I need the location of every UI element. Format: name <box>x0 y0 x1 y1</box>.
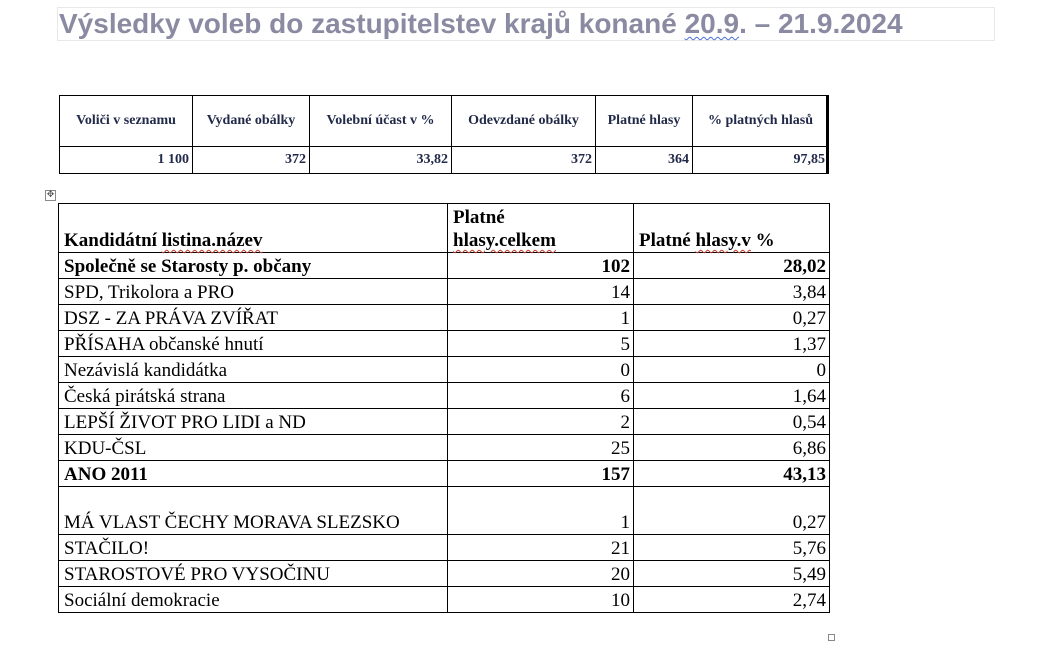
results-row <box>59 357 830 383</box>
summary-header-row <box>60 96 829 147</box>
summary-value-row <box>60 147 829 174</box>
header-spellcheck-flag[interactable]: hlasy.celkem <box>453 230 556 251</box>
header-spellcheck-flag[interactable]: hlasy.v <box>695 230 751 251</box>
summary-value-cell[interactable]: 97,85 <box>693 147 829 174</box>
results-row <box>59 253 830 279</box>
results-row <box>59 487 830 535</box>
votes-cell[interactable]: 0 <box>448 357 634 383</box>
percent-cell[interactable]: 0,27 <box>634 487 830 535</box>
header-text: Kandidátní <box>64 230 162 251</box>
header-text: Platné <box>453 207 505 228</box>
summary-header-cell[interactable]: Vydané obálky <box>193 96 310 147</box>
votes-cell[interactable]: 14 <box>448 279 634 305</box>
summary-value-cell[interactable]: 372 <box>193 147 310 174</box>
percent-cell[interactable]: 0,27 <box>634 305 830 331</box>
party-name-cell[interactable]: DSZ - ZA PRÁVA ZVÍŘAT <box>59 305 448 331</box>
party-name-cell[interactable]: Nezávislá kandidátka <box>59 357 448 383</box>
votes-cell[interactable]: 2 <box>448 409 634 435</box>
results-row <box>59 383 830 409</box>
summary-header-cell[interactable]: Odevzdané obálky <box>452 96 596 147</box>
summary-value-cell[interactable]: 372 <box>452 147 596 174</box>
summary-header-cell[interactable]: Platné hlasy <box>596 96 693 147</box>
summary-header-cell[interactable]: Volební účast v % <box>310 96 452 147</box>
header-votes-percent[interactable] <box>634 204 830 253</box>
votes-cell[interactable]: 102 <box>448 253 634 279</box>
summary-table[interactable] <box>59 95 829 174</box>
party-name-cell[interactable]: Společně se Starosty p. občany <box>59 253 448 279</box>
title-text-end: . – 21.9.2024 <box>739 8 903 39</box>
percent-cell[interactable]: 6,86 <box>634 435 830 461</box>
percent-cell[interactable]: 1,37 <box>634 331 830 357</box>
results-row <box>59 331 830 357</box>
party-name-cell[interactable]: ANO 2011 <box>59 461 448 487</box>
party-name-cell[interactable]: Sociální demokracie <box>59 587 448 613</box>
votes-cell[interactable]: 6 <box>448 383 634 409</box>
text-cursor <box>829 551 830 567</box>
header-votes-total[interactable] <box>448 204 634 253</box>
results-header-row <box>59 204 830 253</box>
party-name-cell[interactable]: PŘÍSAHA občanské hnutí <box>59 331 448 357</box>
summary-value-cell[interactable]: 1 100 <box>60 147 193 174</box>
results-table[interactable] <box>58 203 830 613</box>
party-name-cell[interactable]: Česká pirátská strana <box>59 383 448 409</box>
title-spellcheck-flag[interactable]: 20.9 <box>684 8 740 39</box>
summary-value-cell[interactable]: 364 <box>596 147 693 174</box>
percent-cell[interactable]: 0 <box>634 357 830 383</box>
votes-cell[interactable]: 20 <box>448 561 634 587</box>
party-name-cell[interactable]: MÁ VLAST ČECHY MORAVA SLEZSKO <box>59 487 448 535</box>
percent-cell[interactable]: 0,54 <box>634 409 830 435</box>
title-text-start: Výsledky voleb do zastupitelstev krajů konané <box>59 8 685 39</box>
table-move-handle-icon[interactable]: ✥ <box>46 190 55 200</box>
percent-cell[interactable]: 43,13 <box>634 461 830 487</box>
percent-cell[interactable]: 28,02 <box>634 253 830 279</box>
summary-header-cell[interactable]: Voliči v seznamu <box>60 96 193 147</box>
party-name-cell[interactable]: STAROSTOVÉ PRO VYSOČINU <box>59 561 448 587</box>
header-party-name[interactable] <box>59 204 448 253</box>
header-spellcheck-flag[interactable]: listina.název <box>161 230 263 251</box>
votes-cell[interactable]: 25 <box>448 435 634 461</box>
summary-value-cell[interactable]: 33,82 <box>310 147 452 174</box>
results-row <box>59 409 830 435</box>
results-row <box>59 587 830 613</box>
percent-cell[interactable]: 2,74 <box>634 587 830 613</box>
party-name-cell[interactable]: LEPŠÍ ŽIVOT PRO LIDI a ND <box>59 409 448 435</box>
header-text: Platné <box>639 230 696 251</box>
votes-cell[interactable]: 157 <box>448 461 634 487</box>
document-title[interactable] <box>59 8 903 40</box>
percent-cell[interactable]: 5,76 <box>634 535 830 561</box>
table-resize-handle-icon[interactable] <box>828 634 835 641</box>
results-row <box>59 461 830 487</box>
results-row <box>59 435 830 461</box>
party-name-cell[interactable]: KDU-ČSL <box>59 435 448 461</box>
votes-cell[interactable]: 10 <box>448 587 634 613</box>
party-name-cell[interactable]: STAČILO! <box>59 535 448 561</box>
results-row <box>59 535 830 561</box>
votes-cell[interactable]: 21 <box>448 535 634 561</box>
party-name-cell[interactable]: SPD, Trikolora a PRO <box>59 279 448 305</box>
percent-cell[interactable]: 3,84 <box>634 279 830 305</box>
summary-table-right-border <box>826 95 828 174</box>
header-text: % <box>750 230 775 251</box>
summary-header-cell[interactable]: % platných hlasů <box>693 96 829 147</box>
votes-cell[interactable]: 1 <box>448 487 634 535</box>
percent-cell[interactable]: 1,64 <box>634 383 830 409</box>
percent-cell[interactable]: 5,49 <box>634 561 830 587</box>
results-row <box>59 279 830 305</box>
results-row <box>59 305 830 331</box>
votes-cell[interactable]: 1 <box>448 305 634 331</box>
results-row <box>59 561 830 587</box>
votes-cell[interactable]: 5 <box>448 331 634 357</box>
